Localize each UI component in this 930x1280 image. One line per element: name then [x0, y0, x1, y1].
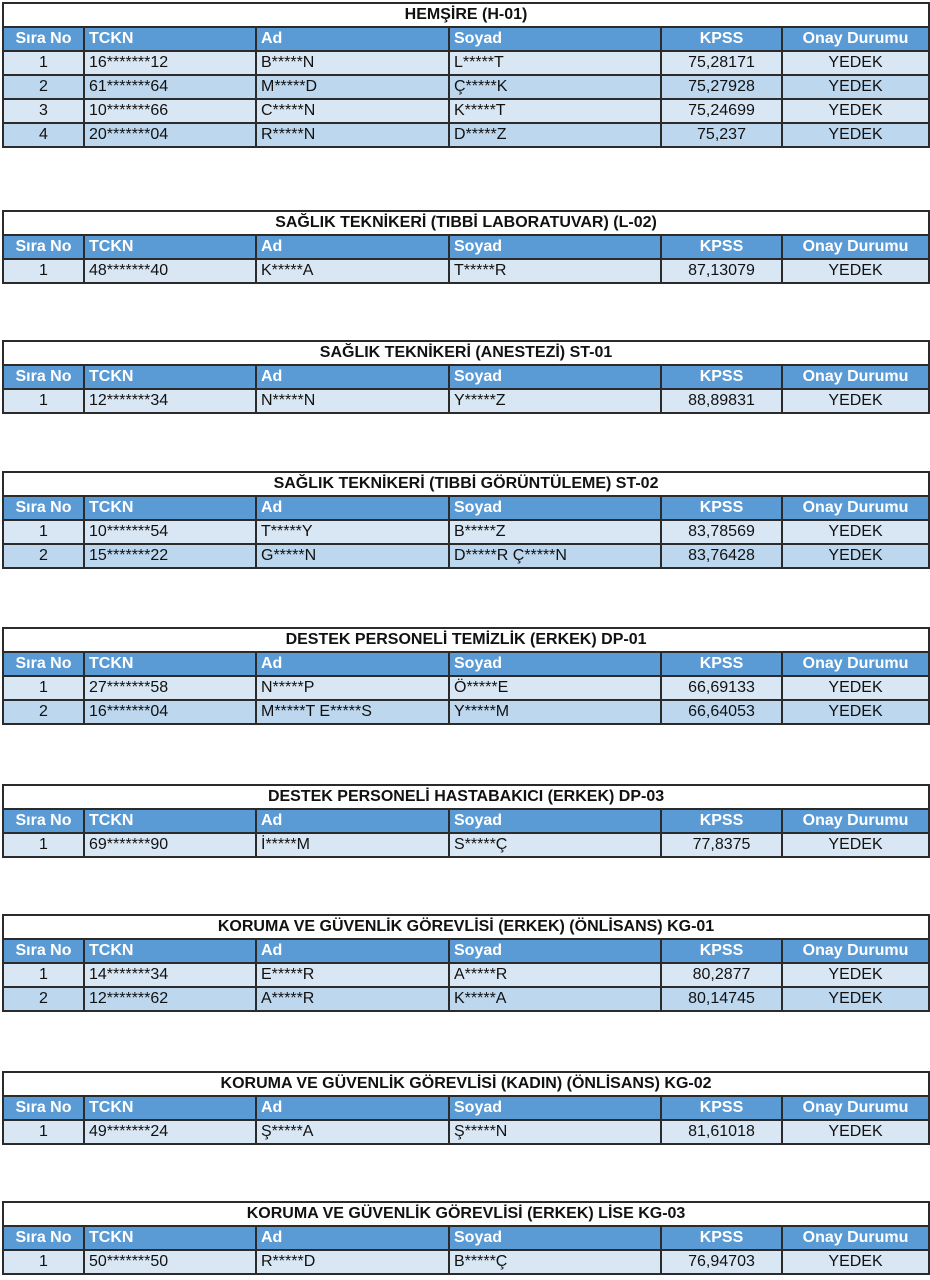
result-section	[2, 784, 928, 858]
result-table	[2, 1201, 930, 1275]
column-header: TCKN	[84, 809, 256, 833]
table-cell: 15*******22	[84, 544, 256, 568]
header-row	[3, 1226, 929, 1250]
result-section	[2, 210, 928, 284]
table-cell: 2	[3, 987, 84, 1011]
column-header: TCKN	[84, 496, 256, 520]
table-cell: 1	[3, 963, 84, 987]
table-cell: 1	[3, 1250, 84, 1274]
table-cell: D*****Z	[449, 123, 661, 147]
table-cell: L*****T	[449, 51, 661, 75]
table-cell: 27*******58	[84, 676, 256, 700]
table-cell: C*****N	[256, 99, 449, 123]
column-header: TCKN	[84, 1096, 256, 1120]
column-header: KPSS	[661, 27, 782, 51]
table-cell: R*****D	[256, 1250, 449, 1274]
table-cell: 2	[3, 700, 84, 724]
table-cell: A*****R	[256, 987, 449, 1011]
table-cell: YEDEK	[782, 1250, 929, 1274]
result-table	[2, 627, 930, 725]
table-cell: 16*******04	[84, 700, 256, 724]
column-header: Soyad	[449, 365, 661, 389]
result-table	[2, 210, 930, 284]
table-row	[3, 75, 929, 99]
table-cell: R*****N	[256, 123, 449, 147]
table-cell: 48*******40	[84, 259, 256, 283]
section-title: SAĞLIK TEKNİKERİ (ANESTEZİ) ST-01	[3, 341, 929, 365]
column-header: TCKN	[84, 939, 256, 963]
table-cell: 87,13079	[661, 259, 782, 283]
table-cell: A*****R	[449, 963, 661, 987]
table-cell: B*****Z	[449, 520, 661, 544]
table-cell: YEDEK	[782, 963, 929, 987]
table-cell: S*****Ç	[449, 833, 661, 857]
table-row	[3, 99, 929, 123]
column-header: Soyad	[449, 1226, 661, 1250]
section-title: DESTEK PERSONELİ TEMİZLİK (ERKEK) DP-01	[3, 628, 929, 652]
header-row	[3, 365, 929, 389]
table-row	[3, 833, 929, 857]
table-cell: 3	[3, 99, 84, 123]
table-cell: 10*******54	[84, 520, 256, 544]
table-cell: Ö*****E	[449, 676, 661, 700]
column-header: Ad	[256, 27, 449, 51]
table-cell: K*****A	[449, 987, 661, 1011]
table-row	[3, 1250, 929, 1274]
column-header: Ad	[256, 496, 449, 520]
table-cell: YEDEK	[782, 123, 929, 147]
table-cell: 1	[3, 833, 84, 857]
table-cell: 75,27928	[661, 75, 782, 99]
column-header: Soyad	[449, 809, 661, 833]
result-section	[2, 914, 928, 1012]
table-cell: YEDEK	[782, 99, 929, 123]
column-header: KPSS	[661, 1226, 782, 1250]
column-header: Onay Durumu	[782, 496, 929, 520]
result-table	[2, 340, 930, 414]
table-cell: D*****R Ç*****N	[449, 544, 661, 568]
table-cell: 10*******66	[84, 99, 256, 123]
column-header: TCKN	[84, 365, 256, 389]
column-header: Sıra No	[3, 496, 84, 520]
table-cell: 2	[3, 75, 84, 99]
section-title: KORUMA VE GÜVENLİK GÖREVLİSİ (ERKEK) LİSE KG-03	[3, 1202, 929, 1226]
table-cell: 12*******34	[84, 389, 256, 413]
column-header: Onay Durumu	[782, 1096, 929, 1120]
table-cell: Ş*****A	[256, 1120, 449, 1144]
table-cell: Ş*****N	[449, 1120, 661, 1144]
column-header: Ad	[256, 809, 449, 833]
section-title: HEMŞİRE (H-01)	[3, 3, 929, 27]
table-cell: 1	[3, 51, 84, 75]
result-section	[2, 471, 928, 569]
table-cell: M*****T E*****S	[256, 700, 449, 724]
table-cell: YEDEK	[782, 987, 929, 1011]
column-header: Sıra No	[3, 1226, 84, 1250]
column-header: Onay Durumu	[782, 652, 929, 676]
column-header: TCKN	[84, 27, 256, 51]
table-row	[3, 963, 929, 987]
table-cell: 66,64053	[661, 700, 782, 724]
column-header: Soyad	[449, 652, 661, 676]
result-table	[2, 471, 930, 569]
table-cell: 66,69133	[661, 676, 782, 700]
column-header: TCKN	[84, 652, 256, 676]
table-cell: 83,78569	[661, 520, 782, 544]
section-title: SAĞLIK TEKNİKERİ (TIBBİ GÖRÜNTÜLEME) ST-02	[3, 472, 929, 496]
table-row	[3, 1120, 929, 1144]
header-row	[3, 27, 929, 51]
table-cell: 76,94703	[661, 1250, 782, 1274]
column-header: Onay Durumu	[782, 1226, 929, 1250]
header-row	[3, 235, 929, 259]
table-cell: YEDEK	[782, 1120, 929, 1144]
table-cell: 1	[3, 520, 84, 544]
result-table	[2, 1071, 930, 1145]
table-cell: T*****R	[449, 259, 661, 283]
table-cell: YEDEK	[782, 520, 929, 544]
column-header: Ad	[256, 1096, 449, 1120]
table-cell: YEDEK	[782, 676, 929, 700]
result-section	[2, 340, 928, 414]
column-header: Onay Durumu	[782, 27, 929, 51]
header-row	[3, 939, 929, 963]
table-cell: N*****P	[256, 676, 449, 700]
table-cell: YEDEK	[782, 51, 929, 75]
table-row	[3, 700, 929, 724]
table-cell: Ç*****K	[449, 75, 661, 99]
column-header: KPSS	[661, 496, 782, 520]
table-cell: M*****D	[256, 75, 449, 99]
table-cell: 69*******90	[84, 833, 256, 857]
table-cell: 12*******62	[84, 987, 256, 1011]
table-cell: 81,61018	[661, 1120, 782, 1144]
table-cell: YEDEK	[782, 259, 929, 283]
table-cell: G*****N	[256, 544, 449, 568]
column-header: Sıra No	[3, 939, 84, 963]
column-header: KPSS	[661, 365, 782, 389]
table-cell: 1	[3, 389, 84, 413]
table-cell: E*****R	[256, 963, 449, 987]
table-cell: 1	[3, 259, 84, 283]
table-cell: 80,2877	[661, 963, 782, 987]
column-header: Ad	[256, 939, 449, 963]
table-cell: B*****Ç	[449, 1250, 661, 1274]
section-title: DESTEK PERSONELİ HASTABAKICI (ERKEK) DP-03	[3, 785, 929, 809]
column-header: Sıra No	[3, 27, 84, 51]
result-section	[2, 1071, 928, 1145]
table-cell: YEDEK	[782, 75, 929, 99]
column-header: Ad	[256, 365, 449, 389]
column-header: Onay Durumu	[782, 939, 929, 963]
table-cell: 77,8375	[661, 833, 782, 857]
column-header: TCKN	[84, 1226, 256, 1250]
column-header: Soyad	[449, 496, 661, 520]
column-header: Soyad	[449, 27, 661, 51]
table-cell: T*****Y	[256, 520, 449, 544]
table-row	[3, 987, 929, 1011]
column-header: Onay Durumu	[782, 809, 929, 833]
table-row	[3, 259, 929, 283]
column-header: Sıra No	[3, 809, 84, 833]
table-cell: 4	[3, 123, 84, 147]
table-row	[3, 389, 929, 413]
table-cell: 49*******24	[84, 1120, 256, 1144]
table-cell: 75,24699	[661, 99, 782, 123]
column-header: Soyad	[449, 939, 661, 963]
table-cell: YEDEK	[782, 544, 929, 568]
table-row	[3, 51, 929, 75]
table-cell: 61*******64	[84, 75, 256, 99]
table-cell: 14*******34	[84, 963, 256, 987]
table-cell: B*****N	[256, 51, 449, 75]
table-cell: 2	[3, 544, 84, 568]
section-title: KORUMA VE GÜVENLİK GÖREVLİSİ (KADIN) (ÖNLİSANS) KG-02	[3, 1072, 929, 1096]
header-row	[3, 652, 929, 676]
table-row	[3, 123, 929, 147]
table-cell: İ*****M	[256, 833, 449, 857]
result-table	[2, 784, 930, 858]
header-row	[3, 1096, 929, 1120]
column-header: KPSS	[661, 652, 782, 676]
column-header: KPSS	[661, 235, 782, 259]
section-title: SAĞLIK TEKNİKERİ (TIBBİ LABORATUVAR) (L-02)	[3, 211, 929, 235]
table-cell: 16*******12	[84, 51, 256, 75]
table-cell: YEDEK	[782, 833, 929, 857]
column-header: KPSS	[661, 1096, 782, 1120]
column-header: Ad	[256, 1226, 449, 1250]
header-row	[3, 496, 929, 520]
column-header: TCKN	[84, 235, 256, 259]
result-section	[2, 2, 928, 148]
table-cell: Y*****M	[449, 700, 661, 724]
table-cell: 83,76428	[661, 544, 782, 568]
result-table	[2, 914, 930, 1012]
header-row	[3, 809, 929, 833]
column-header: Onay Durumu	[782, 365, 929, 389]
table-cell: 80,14745	[661, 987, 782, 1011]
table-cell: 75,237	[661, 123, 782, 147]
table-cell: K*****T	[449, 99, 661, 123]
table-cell: 20*******04	[84, 123, 256, 147]
table-cell: 1	[3, 676, 84, 700]
column-header: Onay Durumu	[782, 235, 929, 259]
table-cell: N*****N	[256, 389, 449, 413]
table-cell: 50*******50	[84, 1250, 256, 1274]
column-header: Ad	[256, 652, 449, 676]
column-header: Sıra No	[3, 1096, 84, 1120]
column-header: Sıra No	[3, 365, 84, 389]
table-cell: 1	[3, 1120, 84, 1144]
table-cell: YEDEK	[782, 700, 929, 724]
table-cell: YEDEK	[782, 389, 929, 413]
section-title: KORUMA VE GÜVENLİK GÖREVLİSİ (ERKEK) (ÖNLİSANS) KG-01	[3, 915, 929, 939]
result-section	[2, 627, 928, 725]
column-header: Sıra No	[3, 235, 84, 259]
column-header: Soyad	[449, 1096, 661, 1120]
table-cell: Y*****Z	[449, 389, 661, 413]
column-header: Ad	[256, 235, 449, 259]
table-row	[3, 520, 929, 544]
column-header: Soyad	[449, 235, 661, 259]
column-header: KPSS	[661, 939, 782, 963]
table-cell: 75,28171	[661, 51, 782, 75]
column-header: Sıra No	[3, 652, 84, 676]
column-header: KPSS	[661, 809, 782, 833]
table-cell: K*****A	[256, 259, 449, 283]
table-row	[3, 544, 929, 568]
result-table	[2, 2, 930, 148]
table-row	[3, 676, 929, 700]
result-section	[2, 1201, 928, 1275]
table-cell: 88,89831	[661, 389, 782, 413]
